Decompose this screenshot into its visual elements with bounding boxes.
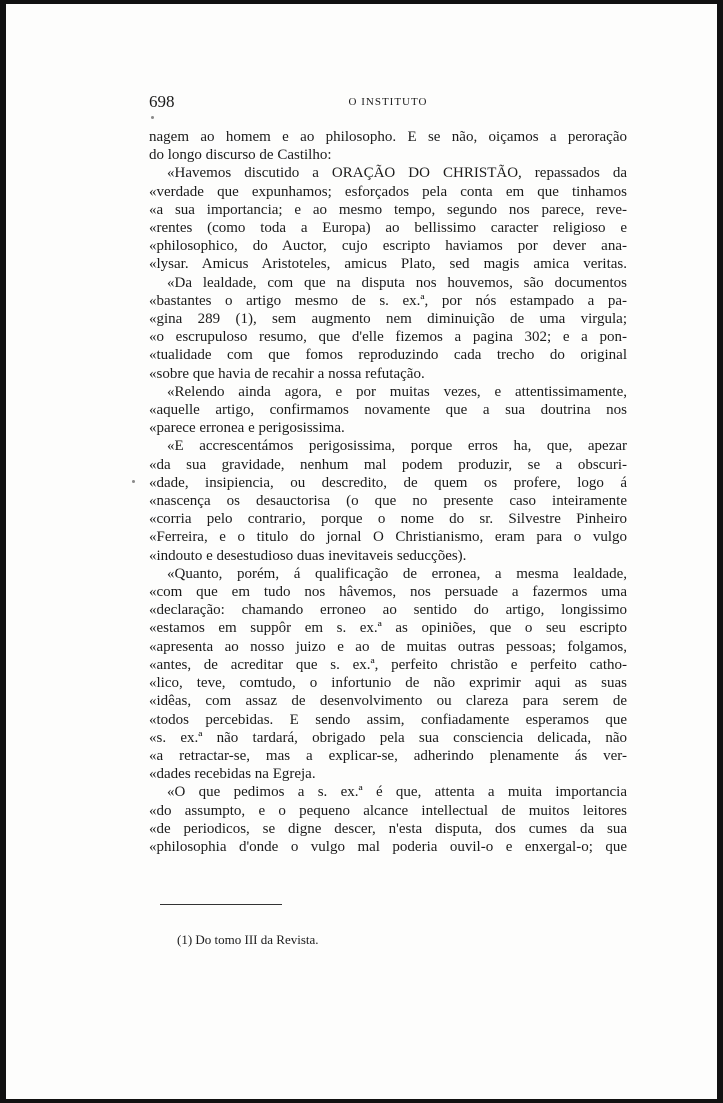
- text-line: nagem ao homem e ao philosopho. E se não, oiçamos a peroração: [149, 129, 627, 145]
- text-line: «declaração: chamando erroneo ao sentido do artigo, longissimo: [149, 602, 627, 619]
- text-line: «estamos em suppôr em s. ex.ª as opiniões, que o seu escripto: [149, 620, 627, 637]
- text-line: «rentes (como toda a Europa) ao bellissimo caracter religioso e: [149, 220, 627, 237]
- text-line: «todos percebidas. E sendo assim, confiadamente esperamos que: [149, 711, 627, 728]
- text-line: «philosophico, do Auctor, cujo escripto haviamos por dever ana-: [149, 238, 627, 255]
- text-line: «lysar. Amicus Aristoteles, amicus Plato, sed magis amica veritas.: [149, 256, 627, 273]
- text-line: «parece erronea e perigosissima.: [149, 420, 345, 437]
- text-line: «gina 289 (1), sem augmento nem diminuição de uma virgula;: [149, 311, 627, 328]
- text-line: «O que pedimos a s. ex.ª é que, attenta a muita importancia: [167, 784, 627, 801]
- text-line: «E accrescentámos perigosissima, porque erros ha, que, apezar: [167, 438, 627, 455]
- text-line: «o escrupuloso resumo, que d'elle fizemos a pagina 302; e a pon-: [149, 329, 627, 346]
- text-line: «sobre que havia de recahir a nossa refutação.: [149, 365, 425, 382]
- running-title: O INSTITUTO: [348, 96, 428, 108]
- text-line: «s. ex.ª não tardará, obrigado pela sua consciencia delicada, não: [149, 729, 627, 746]
- book-page: [149, 88, 627, 856]
- text-line: «antes, de acreditar que s. ex.ª, perfeito christão e perfeito catho-: [149, 656, 627, 673]
- footnote: (1) Do tomo III da Revista.: [177, 932, 319, 947]
- text-line: «a retractar-se, mas a explicar-se, adherindo plenamente ás ver-: [149, 747, 627, 764]
- text-line: «apresenta ao nosso juizo e ao de muitas outras pessoas; folgamos,: [149, 638, 627, 655]
- text-line: «da sua gravidade, nenhum mal podem produzir, se a obscuri-: [149, 456, 627, 473]
- body-text: [149, 128, 627, 856]
- running-head: [149, 88, 627, 114]
- text-line: «philosophia d'onde o vulgo mal poderia ouvil-o e enxergal-o; que: [149, 838, 627, 855]
- ink-speck: [132, 480, 135, 483]
- text-line: «tualidade com que fomos reproduzindo cada trecho do original: [149, 347, 627, 364]
- text-line: «idêas, com assaz de desenvolvimento ou clareza para serem de: [149, 693, 627, 710]
- text-line: «Da lealdade, com que na disputa nos houvemos, são documentos: [167, 274, 627, 291]
- text-line: «Quanto, porém, á qualificação de erronea, a mesma lealdade,: [167, 565, 627, 582]
- text-line: «bastantes o artigo mesmo de s. ex.ª, por nós estampado a pa-: [149, 292, 627, 309]
- text-line: «Relendo ainda agora, e por muitas vezes, e attentissimamente,: [167, 383, 627, 400]
- page-number: 698: [149, 92, 175, 111]
- text-line: «de periodicos, se digne descer, n'esta disputa, dos cumes da sua: [149, 820, 627, 837]
- text-line: «Havemos discutido a ORAÇÃO DO CHRISTÃO, repassados da: [167, 165, 627, 182]
- text-line: do longo discurso de Castilho:: [149, 147, 332, 164]
- text-line: «Ferreira, e o titulo do jornal O Christianismo, eram para o vulgo: [149, 529, 627, 546]
- text-line: «a sua importancia; e ao mesmo tempo, segundo nos parece, reve-: [149, 201, 627, 218]
- text-line: «indouto e desestudioso duas inevitaveis seducções).: [149, 547, 467, 564]
- text-line: «nascença os desauctorisa (o que no presente caso inteiramente: [149, 493, 627, 510]
- text-line: «dade, insipiencia, ou descredito, de quem os profere, logo á: [149, 474, 627, 491]
- text-line: «verdade que expunhamos; esforçados pela conta em que tinhamos: [149, 183, 627, 200]
- text-line: «aquelle artigo, confirmamos novamente que a sua doutrina nos: [149, 402, 627, 419]
- footnote-rule: [160, 904, 282, 905]
- text-line: «do assumpto, e o pequeno alcance intellectual de muitos leitores: [149, 802, 627, 819]
- text-line: «lico, teve, comtudo, o infortunio de não exprimir aqui as suas: [149, 675, 627, 692]
- text-line: «com que em tudo nos hâvemos, nos persuade a fazermos uma: [149, 584, 627, 601]
- text-line: «dades recebidas na Egreja.: [149, 766, 316, 783]
- text-line: «corria pelo contrario, porque o nome do sr. Silvestre Pinheiro: [149, 511, 627, 528]
